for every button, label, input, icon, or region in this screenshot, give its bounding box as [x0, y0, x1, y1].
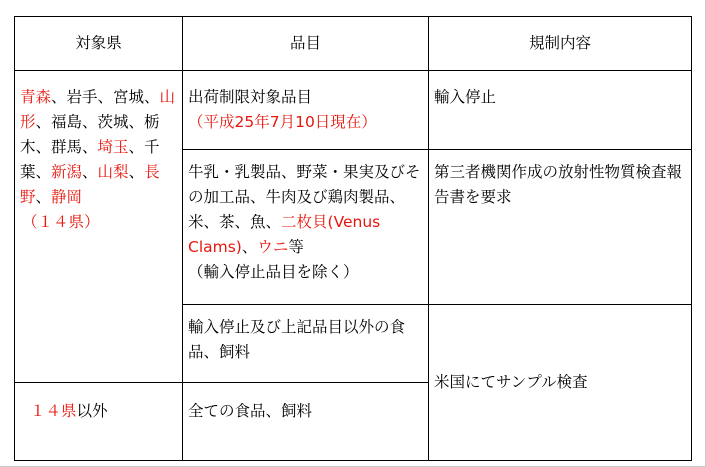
- prefecture-list-cell: [15, 71, 183, 383]
- prefecture-name: 長野: [20, 163, 160, 206]
- prefecture-name: 、: [82, 163, 98, 181]
- prefecture-other-count: １４県: [30, 402, 77, 420]
- item-segment: 牛乳・乳製品、野菜・果実及びその加工品、牛肉及び鶏肉製品、米、茶、魚、: [188, 163, 421, 231]
- item-cell: 輸入停止及び上記品目以外の食品、飼料: [183, 305, 429, 383]
- prefecture-list: [20, 85, 178, 210]
- header-row: [15, 17, 692, 71]
- prefecture-name: 千葉、: [20, 138, 160, 181]
- item-segment: ウニ: [257, 238, 289, 256]
- prefecture-name: 、: [128, 163, 145, 181]
- prefecture-name: 埼玉: [97, 138, 129, 156]
- prefecture-name: 山形: [20, 88, 176, 131]
- prefecture-other-suffix: 以外: [76, 402, 108, 420]
- header-items: 品目: [183, 17, 429, 71]
- item-note: （平成25年7月10日現在）: [188, 113, 377, 131]
- regulation-table: [14, 16, 692, 461]
- prefecture-name: 、: [35, 188, 52, 206]
- regulation-cell: [429, 305, 692, 461]
- item-note: （輸入停止品目を除く）: [188, 263, 359, 281]
- prefecture-name: 青森: [20, 88, 52, 106]
- prefecture-name: 山梨: [97, 163, 129, 181]
- item-cell: [183, 150, 429, 305]
- prefecture-name: 、岩手、宮城、: [51, 88, 160, 106]
- item-segment: 、: [241, 238, 258, 256]
- header-prefecture: 対象県: [15, 17, 183, 71]
- prefecture-name: 静岡: [51, 188, 83, 206]
- item-cell: [183, 71, 429, 150]
- item-text: [188, 160, 424, 260]
- prefecture-name: 新潟: [51, 163, 83, 181]
- prefecture-name: 栃木、群馬、: [20, 113, 160, 156]
- regulation-cell: 輸入停止: [429, 71, 692, 150]
- header-regulation: 規制内容: [429, 17, 692, 71]
- regulation-cell: 第三者機関作成の放射性物質検査報告書を要求: [429, 150, 692, 305]
- prefecture-count: （１４県）: [22, 213, 100, 231]
- prefecture-name: 、福島、茨城、: [35, 113, 145, 131]
- item-cell: 全ての食品、飼料: [183, 383, 429, 461]
- item-segment: 等: [288, 238, 304, 256]
- item-segment: 二枚貝(Venus Clams): [188, 213, 381, 256]
- table-row: [15, 71, 692, 150]
- prefecture-other-cell: [15, 383, 183, 461]
- item-text: 出荷制限対象品目: [188, 88, 313, 106]
- prefecture-name: 、: [128, 138, 145, 156]
- regulation-text: 米国にてサンプル検査: [434, 373, 588, 391]
